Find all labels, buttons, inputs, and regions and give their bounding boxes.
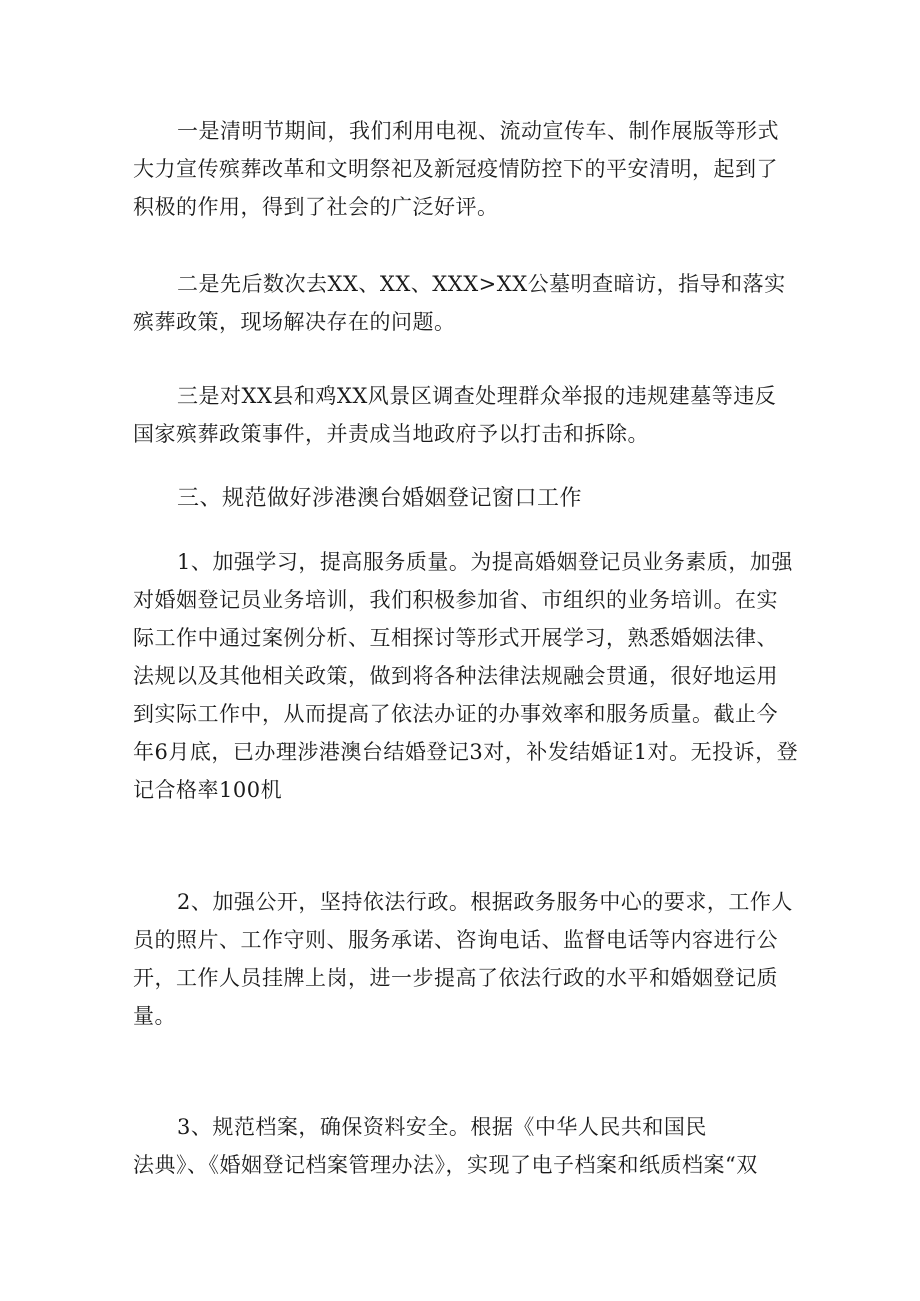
text-line: 到实际工作中，从而提高了依法办证的办事效率和服务质量。截止今	[133, 702, 778, 726]
text-line: 1、加强学习，提高服务质量。为提高婚姻登记员业务素质，加强	[177, 550, 793, 574]
text-line: 开，工作人员挂牌上岗，进一步提高了依法行政的水平和婚姻登记质	[133, 966, 778, 990]
paragraph-violations	[133, 377, 793, 453]
paragraph-qingming	[133, 112, 793, 226]
text-line: 员的照片、工作守则、服务承诺、咨询电话、监督电话等内容进行公	[133, 928, 778, 952]
text-line: 国家殡葬政策事件，并责成当地政府予以打击和拆除。	[133, 422, 649, 446]
text-line: 3、规范档案，确保资料安全。根据《中华人民共和国民	[177, 1115, 707, 1139]
text-line: 际工作中通过案例分析、互相探讨等形式开展学习，熟悉婚姻法律、	[133, 626, 778, 650]
text-line: 记合格率100机	[133, 778, 283, 802]
text-line: 2、加强公开，坚持依法行政。根据政务服务中心的要求，工作人	[177, 890, 793, 914]
text-line: 三是对XX县和鸡XX风景区调查处理群众举报的违规建墓等违反	[177, 384, 777, 408]
text-line: 年6月底，已办理涉港澳台结婚登记3对，补发结婚证1对。无投诉，登	[133, 740, 799, 764]
item-study	[133, 543, 799, 809]
text-line: 积极的作用，得到了社会的广泛好评。	[133, 195, 499, 219]
text-line: 法规以及其他相关政策，做到将各种法律法规融会贯通，很好地运用	[133, 664, 778, 688]
section-heading: 三、规范做好涉港澳台婚姻登记窗口工作	[177, 486, 583, 511]
text-line: 二是先后数次去XX、XX、XXX>XX公墓明查暗访，指导和落实	[177, 272, 786, 296]
item-archives	[133, 1108, 793, 1184]
text-line: 大力宣传殡葬改革和文明祭祀及新冠疫情防控下的平安清明，起到了	[133, 157, 778, 181]
item-openness	[133, 883, 793, 1035]
text-line: 殡葬政策，现场解决存在的问题。	[133, 310, 456, 334]
text-line: 法典》、《婚姻登记档案管理办法》，实现了电子档案和纸质档案“双	[133, 1153, 758, 1177]
text-line: 对婚姻登记员业务培训，我们积极参加省、市组织的业务培训。在实	[133, 588, 778, 612]
text-line: 一是清明节期间，我们利用电视、流动宣传车、制作展版等形式	[177, 119, 779, 143]
paragraph-inspection	[133, 265, 793, 341]
text-line: 量。	[133, 1004, 176, 1028]
